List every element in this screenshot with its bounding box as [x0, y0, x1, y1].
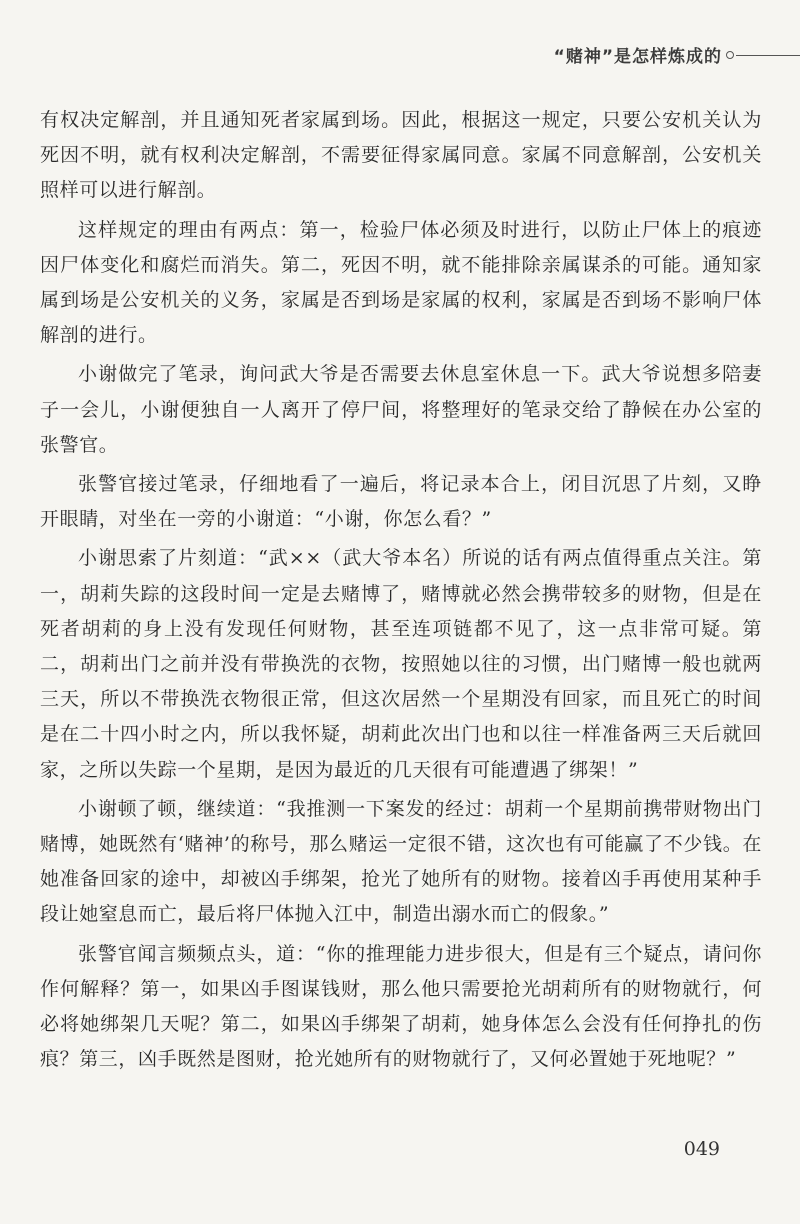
paragraph: 张警官接过笔录，仔细地看了一遍后，将记录本合上，闭目沉思了片刻，又睁开眼睛，对坐在一旁的小谢道：“小谢，你怎么看？” [40, 473, 762, 531]
paragraph: 小谢做完了笔录，询问武大爷是否需要去休息室休息一下。武大爷说想多陪妻子一会儿，小谢便独自一人离开了停尸间，将整理好的笔录交给了静候在办公室的张警官。 [40, 363, 762, 456]
page-body [40, 103, 762, 1081]
page-number: 049 [683, 1138, 720, 1160]
paragraph-continued: 有权决定解剖，并且通知死者家属到场。因此，根据这一规定，只要公安机关认为死因不明，就有权利决定解剖，不需要征得家属同意。家属不同意解剖，公安机关照样可以进行解剖。 [40, 109, 762, 202]
chapter-title: “赌神”是怎样炼成的 [553, 47, 722, 67]
circle-ornament-icon [726, 51, 734, 59]
running-header [0, 40, 800, 70]
paragraph: 张警官闻言频频点头，道：“你的推理能力进步很大，但是有三个疑点，请问你作何解释？第一，如果凶手图谋钱财，那么他只需要抢光胡莉所有的财物就行，何必将她绑架几天呢？第二，如果凶手绑架了胡莉，她身体怎么会没有任何挣扎的伤痕？第三，凶手既然是图财，抢光她所有的财物就行了，又何必置她于死地呢？” [40, 942, 762, 1071]
paragraph: 小谢顿了顿，继续道：“我推测一下案发的经过：胡莉一个星期前携带财物出门赌博，她既然有‘赌神’的称号，那么赌运一定很不错，这次也有可能赢了不少钱。在她准备回家的途中，却被凶手绑架，抢光了她所有的财物。接着凶手再使用某种手段让她窒息而亡，最后将尸体抛入江中，制造出溺水而亡的假象。” [40, 797, 762, 926]
paragraph: 小谢思索了片刻道：“武××（武大爷本名）所说的话有两点值得重点关注。第一，胡莉失踪的这段时间一定是去赌博了，赌博就必然会携带较多的财物，但是在死者胡莉的身上没有发现任何财物，甚至连项链都不见了，这一点非常可疑。第二，胡莉出门之前并没有带换洗的衣物，按照她以往的习惯，出门赌博一般也就两三天，所以不带换洗衣物很正常，但这次居然一个星期没有回家，而且死亡的时间是在二十四小时之内，所以我怀疑，胡莉此次出门也和以往一样准备两三天后就回家，之所以失踪一个星期，是因为最近的几天很有可能遭遇了绑架！” [40, 547, 762, 781]
header-rule [736, 55, 800, 56]
paragraph: 这样规定的理由有两点：第一，检验尸体必须及时进行，以防止尸体上的痕迹因尸体变化和腐烂而消失。第二，死因不明，就不能排除亲属谋杀的可能。通知家属到场是公安机关的义务，家属是否到场是家属的权利，家属是否到场不影响尸体解剖的进行。 [40, 218, 762, 347]
